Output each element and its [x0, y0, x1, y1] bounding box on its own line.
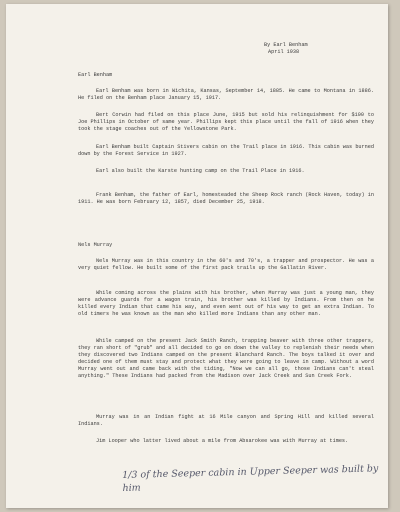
paragraph-indian-fight: Murray was in an Indian fight at 16 Mile canyon and Spring Hill and killed several Indians. — [78, 414, 374, 427]
section-heading-earl-benham: Earl Benham — [78, 72, 113, 78]
paragraph-trapper: Nels Murray was in this country in the 60's and 70's, a trapper and prospector. He was a very quiet fellow. He built some of the first pack trails up the Gallatin River. — [78, 258, 374, 271]
paragraph-birth: Earl Benham was born in Wichita, Kansas, September 14, 1885. He came to Montana in 1886. He filed on the Benham place January 15, 1917. — [78, 88, 374, 101]
paragraph-frank-benham: Frank Benham, the father of Earl, homesteaded the Sheep Rock ranch (Rock Haven, today) in 1911. He was born February 12, 1857, died December 25, 1918. — [78, 192, 374, 205]
paragraph-corwin: Bert Corwin had filed on this place June, 1915 but sold his relinquishment for $100 to Joe Phillips in October of same year. Phillips kept this place until the fall of 1916 when they took the stage coaches out of the Yellowstone Park. — [78, 112, 374, 132]
section-heading-nels-murray: Nels Murray — [78, 242, 113, 248]
paragraph-karste-camp: Earl also built the Karste hunting camp on the Trail Place in 1916. — [96, 168, 305, 174]
paragraph-stivers-cabin: Earl Benham built Captain Stivers cabin on the Trail place in 1916. This cabin was burned down by the Forest Service in 1927. — [78, 144, 374, 157]
paragraph-grub: While camped on the present Jack Smith Ranch, trapping beaver with three other trappers, they ran short of "grub" and all decided to go on down the valley to replenish their needs when they discovered two Indians camped on the present Blanchard Ranch. The boys talked it over and decided one of them must stay and protect what they were going to leave in camp. Without a word Murray went out and came back with the tiding, "Now we can all go, those Indians can't steal anything." These Indians had packed from the Madison over Jack Creek and Sun Creek Fork. — [78, 338, 374, 379]
byline — [264, 42, 308, 56]
byline-author: By Earl Benham — [264, 42, 308, 48]
handwritten-note: 1/3 of the Seeper cabin in Upper Seeper was built by him — [122, 463, 379, 494]
paragraph-plains: While coming across the plains with his brother, when Murray was just a young man, they were advance guards for a wagon train, his brother was killed by Indians. From then on he killed every Indian that came his way, and even went out of his way to get an extra Indian. To old timers he was known as the man who killed more Indians than any other man. — [78, 290, 374, 317]
byline-date: April 1938 — [268, 49, 300, 55]
document-page — [6, 4, 388, 508]
paragraph-jim-looper: Jim Looper who latter lived about a mile from Absarokee was with Murray at times. — [96, 438, 349, 444]
